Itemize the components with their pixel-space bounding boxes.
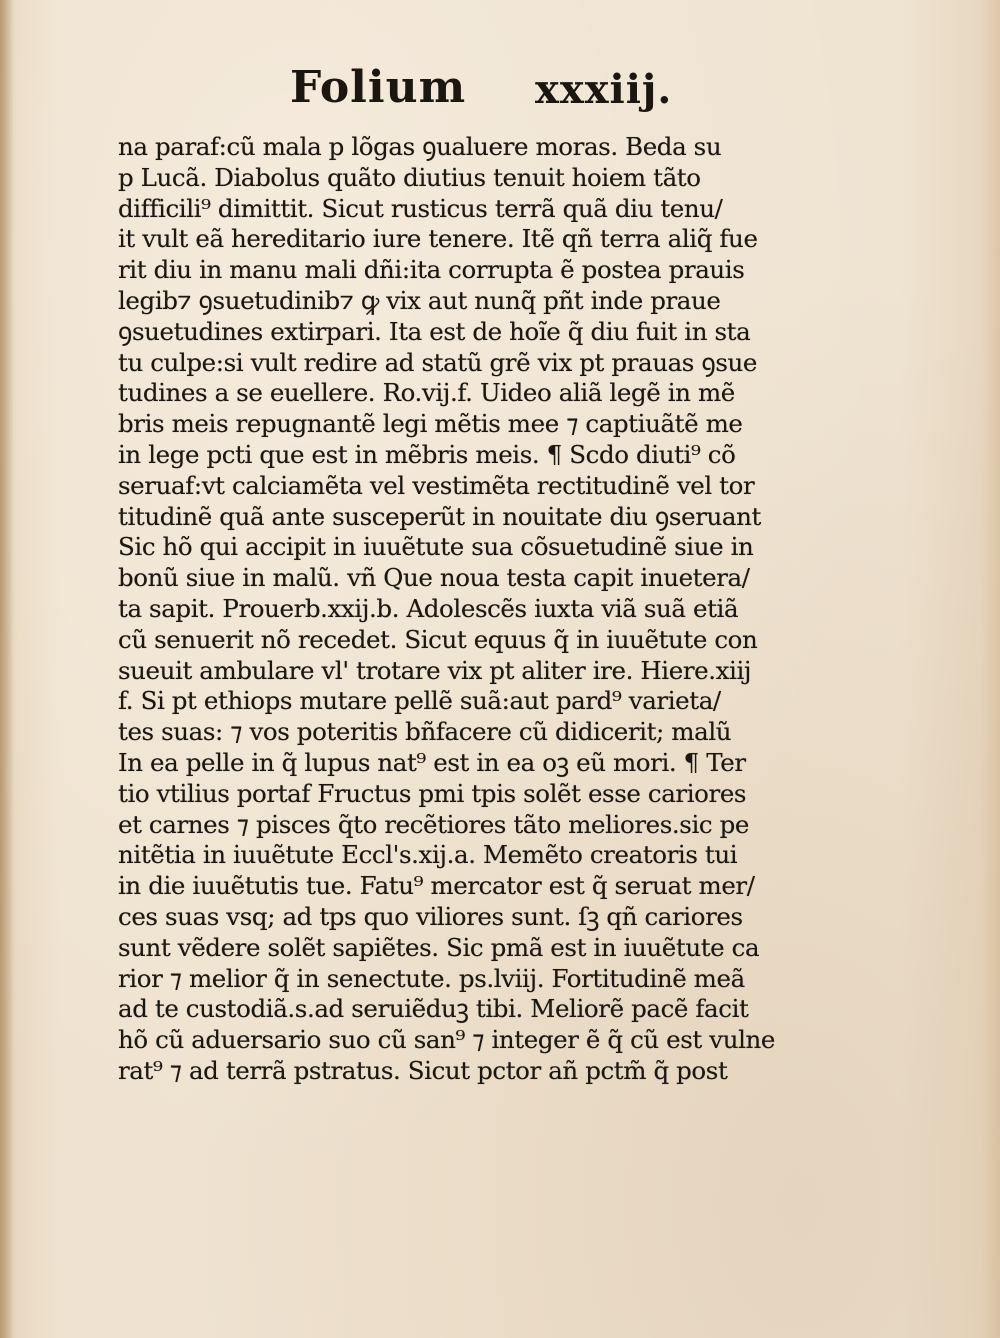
text-line: ad te custodiã.s.ad seruiẽduꝫ tibi. Meliorẽ pacẽ facit	[118, 994, 749, 1024]
text-line: ta sapit. Prouerb.xxij.b. Adolescẽs iuxta viã suã etiã	[118, 593, 739, 623]
text-line: ces suas vsq; ad tps quo viliores sunt. ſꝫ qñ cariores	[118, 901, 743, 931]
text-line: titudinẽ quã ante susceperũt in nouitate diu ꝯseruant	[118, 501, 761, 531]
text-line: rat⁹ ⁊ ad terrã pstratus. Sicut pctor añ pctm̃ q̃ post	[118, 1055, 728, 1085]
text-line: in lege pcti que est in mẽbris meis. ¶ Scdo diuti⁹ cõ	[118, 439, 736, 469]
text-line: Sic hõ qui accipit in iuuẽtute sua cõsuetudinẽ siue in	[118, 532, 754, 562]
folio-label: Folium	[290, 62, 467, 113]
text-line: ꝯsuetudines extirpari. Ita est de hoĩe q̃ diu fuit in sta	[118, 316, 751, 346]
page-gutter-shadow	[0, 0, 14, 1338]
text-line: tes suas: ⁊ vos poteritis bñfacere cũ didicerit; malũ	[118, 717, 732, 747]
text-line: na paraf:cũ mala p lõgas ꝯualuere moras. Beda su	[118, 132, 722, 161]
text-line: bonũ siue in malũ. vñ Que noua testa capit inuetera/	[118, 563, 750, 593]
text-line: sunt vẽdere solẽt sapiẽtes. Sic pmã est in iuuẽtute ca	[118, 932, 760, 962]
text-line: cũ senuerit nõ recedet. Sicut equus q̃ in iuuẽtute con	[118, 624, 758, 654]
text-line: p Lucã. Diabolus quãto diutius tenuit hoiem tãto	[118, 162, 701, 192]
folio-header	[280, 62, 680, 122]
text-line: seruaf:vt calciamẽta vel vestimẽta rectitudinẽ vel tor	[118, 470, 755, 500]
text-line: legib⁊ ꝯsuetudinib⁊ ꝙ vix aut nunq̃ pñt inde praue	[118, 285, 721, 315]
text-line: tio vtilius portaf Fructus pmi tpis solẽt esse cariores	[118, 778, 747, 808]
text-line: bris meis repugnantẽ legi mẽtis mee ⁊ captiuãtẽ me	[118, 409, 743, 439]
text-line: hõ cũ aduersario suo cũ san⁹ ⁊ integer ẽ q̃ cũ est vulne	[118, 1025, 775, 1055]
text-line: et carnes ⁊ pisces q̃to recẽtiores tãto meliores.sic pe	[118, 809, 750, 839]
text-line: rior ⁊ melior q̃ in senectute. ps.lviij. Fortitudinẽ meã	[118, 963, 745, 993]
text-line: tu culpe:si vult redire ad statũ grẽ vix pt prauas ꝯsue	[118, 347, 757, 377]
text-line: sueuit ambulare vl' trotare vix pt aliter ire. Hiere.xiij	[118, 655, 752, 685]
text-line: nitẽtia in iuuẽtute Eccl's.xij.a. Memẽto creatoris tui	[118, 840, 738, 870]
folio-number: xxxiij.	[535, 66, 673, 113]
text-block	[118, 132, 788, 1112]
text-line: difficili⁹ dimittit. Sicut rusticus terrã quã diu tenu/	[118, 193, 723, 223]
text-line: f. Si pt ethiops mutare pellẽ suã:aut pard⁹ varieta/	[118, 686, 721, 716]
text-line: rit diu in manu mali dñi:ita corrupta ẽ postea prauis	[118, 255, 745, 285]
text-line: in die iuuẽtutis tue. Fatu⁹ mercator est q̃ seruat mer/	[118, 871, 755, 901]
text-line: tudines a se euellere. Ro.vij.f. Uideo aliã legẽ in mẽ	[118, 378, 735, 408]
text-line: In ea pelle in q̃ lupus nat⁹ est in ea oꝫ eũ mori. ¶ Ter	[118, 747, 746, 777]
text-line: it vult eã hereditario iure tenere. Itẽ qñ terra aliq̃ fue	[118, 224, 758, 254]
